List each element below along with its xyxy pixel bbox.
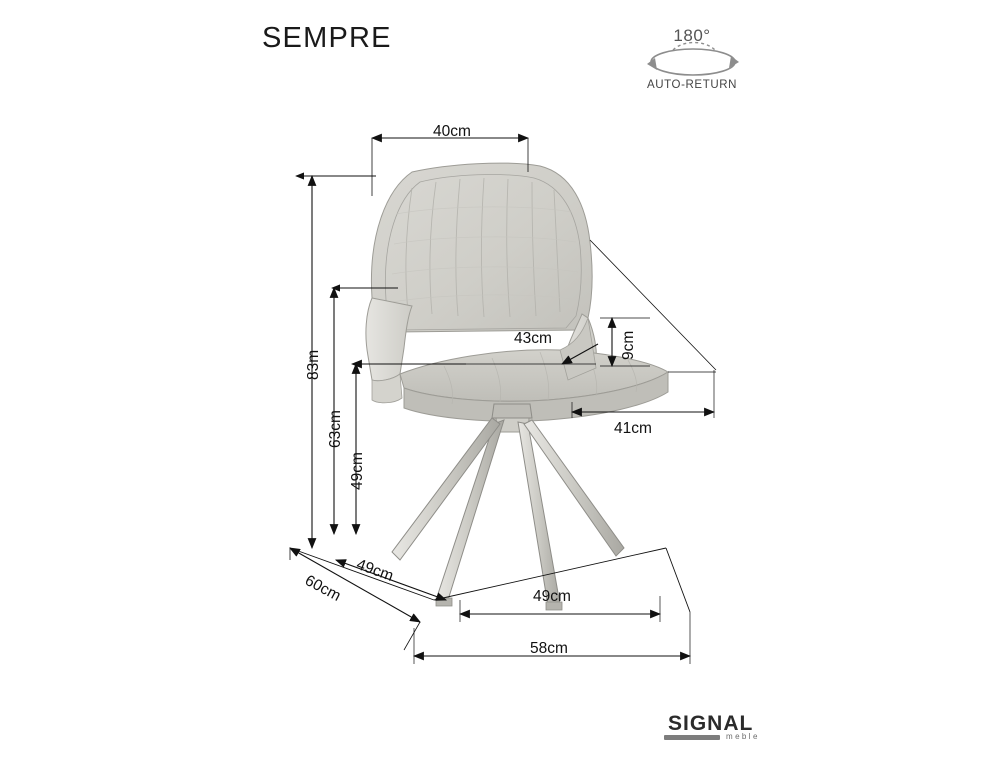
- dimension-label-49cm-base-depth: 49cm: [354, 556, 396, 585]
- dimension-label-58cm: 58cm: [530, 640, 568, 657]
- chair-illustration: [366, 163, 668, 610]
- dimension-label-43cm: 43cm: [514, 330, 552, 347]
- auto-return-badge: [637, 20, 747, 98]
- badge-degrees: 180°: [673, 26, 711, 45]
- dimension-label-49cm-seat-height: 49cm: [349, 452, 366, 490]
- dimension-label-49cm-base-width: 49cm: [533, 588, 571, 605]
- dimension-label-9cm: 9cm: [620, 330, 637, 360]
- dimension-label-83m: 83m: [305, 349, 322, 380]
- brand-logo: [668, 712, 778, 746]
- dimension-label-40cm: 40cm: [433, 123, 471, 140]
- dimension-label-60cm: 60cm: [302, 572, 344, 605]
- dimension-label-63cm: 63cm: [327, 410, 344, 448]
- brand-name: SIGNAL: [668, 712, 754, 735]
- page-title: SEMPRE: [262, 22, 392, 54]
- dimension-label-41cm: 41cm: [614, 420, 652, 437]
- badge-caption: AUTO-RETURN: [646, 79, 738, 91]
- brand-tagline: meble: [726, 732, 760, 741]
